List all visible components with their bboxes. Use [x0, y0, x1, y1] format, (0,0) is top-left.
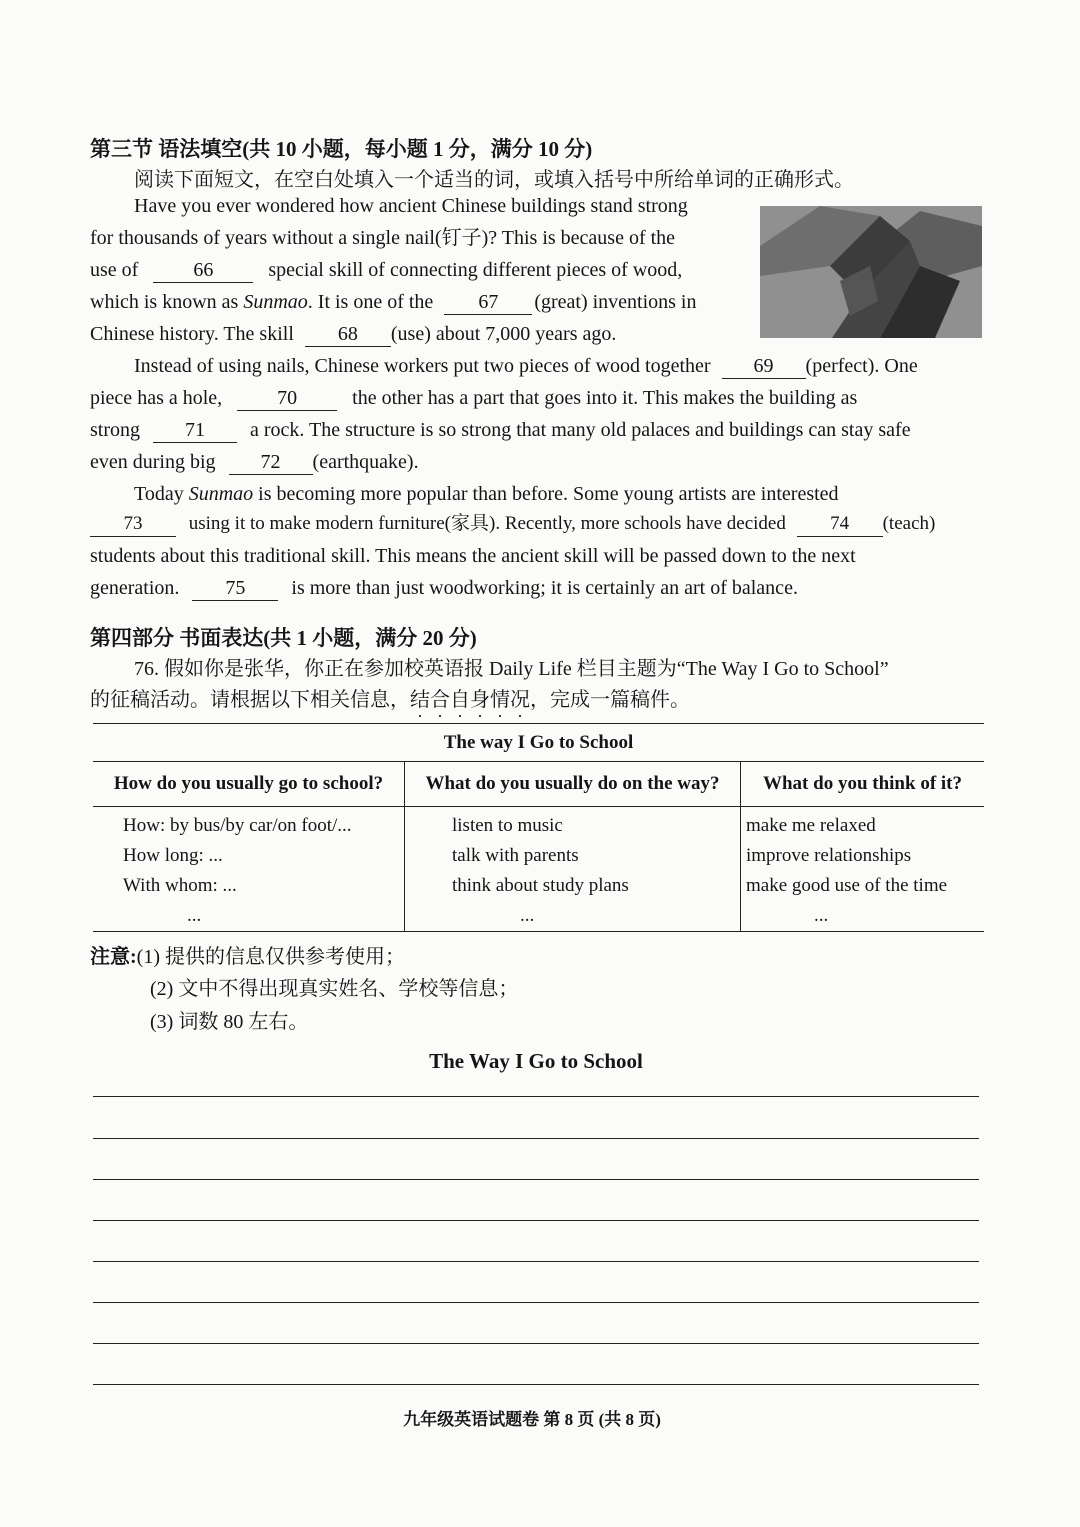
p3-line3: students about this traditional skill. This means the ancient skill will be passed down to the next	[90, 545, 856, 567]
task-line1: 76. 假如你是张华，你正在参加校英语报 Daily Life 栏目主题为“The Way I Go to School”	[134, 658, 889, 680]
text: Chinese history. The skill	[90, 323, 294, 345]
note-line1	[90, 940, 405, 969]
info-table	[93, 723, 984, 932]
table-col1	[93, 807, 405, 932]
p3-line2	[90, 508, 935, 540]
text: (great) inventions in	[534, 291, 697, 313]
p2-line1	[134, 350, 918, 382]
emphasis-char: 自	[450, 689, 470, 711]
table-cell: think about study plans	[452, 875, 629, 896]
blank-75[interactable]: 75	[192, 576, 278, 601]
note-label: 注意:	[90, 946, 137, 968]
blank-67[interactable]: 67	[444, 290, 532, 315]
p1-line5	[90, 318, 616, 350]
table-cell: make me relaxed	[746, 815, 876, 836]
page-footer: 九年级英语试题卷 第 8 页 (共 8 页)	[403, 1410, 661, 1429]
table-cell: ...	[520, 905, 535, 926]
writing-line[interactable]	[93, 1261, 979, 1262]
table-cell: talk with parents	[452, 845, 579, 866]
blank-66[interactable]: 66	[153, 258, 253, 283]
blank-71[interactable]: 71	[153, 418, 237, 443]
text: piece has a hole,	[90, 387, 223, 409]
text: ，完成一篇稿件。	[530, 689, 690, 711]
blank-68[interactable]: 68	[305, 322, 391, 347]
p3-line1	[134, 478, 839, 510]
term-sunmao: Sunmao	[243, 291, 308, 313]
text: is becoming more popular than before. Some young artists are interested	[258, 483, 839, 505]
mortise-tenon-joint-icon	[760, 206, 982, 338]
section4-heading: 第四部分 书面表达(共 1 小题，满分 20 分)	[90, 626, 477, 650]
text: the other has a part that goes into it. This makes the building as	[352, 387, 858, 409]
p1-line3	[90, 254, 740, 286]
text: Instead of using nails, Chinese workers put two pieces of wood together	[134, 355, 711, 377]
p2-line4	[90, 446, 419, 478]
blank-69[interactable]: 69	[722, 354, 806, 379]
table-cell: improve relationships	[746, 845, 912, 866]
p3-line4	[90, 572, 798, 604]
text: (earthquake).	[312, 451, 419, 473]
text: using it to make modern furniture(家具). Recently, more schools have decided	[188, 513, 786, 534]
table-header-think: What do you think of it?	[741, 762, 985, 807]
text: . It is one of the	[307, 291, 434, 313]
text: (teach)	[882, 513, 936, 534]
text: special skill of connecting different pieces of wood,	[268, 259, 683, 281]
note-item: (2) 文中不得出现真实姓名、学校等信息；	[150, 978, 519, 1000]
note-item: (3) 词数 80 左右。	[150, 1011, 309, 1033]
table-col2	[405, 807, 741, 932]
blank-72[interactable]: 72	[229, 450, 313, 475]
text: generation.	[90, 577, 180, 599]
blank-73[interactable]: 73	[90, 512, 176, 537]
table-cell: make good use of the time	[746, 875, 948, 896]
text: is more than just woodworking; it is certainly an art of balance.	[291, 577, 798, 599]
note-item: (1) 提供的信息仅供参考使用；	[136, 946, 405, 968]
emphasis-char: 身	[470, 689, 490, 711]
table-header-how: How do you usually go to school?	[93, 762, 405, 807]
emphasis-char: 结	[410, 689, 430, 711]
table-cell: ...	[187, 905, 202, 926]
p2-line2	[90, 382, 857, 414]
p2-line3	[90, 414, 911, 446]
p1-line2: for thousands of years without a single nail(钉子)? This is because of the	[90, 227, 676, 249]
writing-line[interactable]	[93, 1343, 979, 1344]
text: (perfect). One	[805, 355, 918, 377]
p1-line4	[90, 286, 697, 318]
blank-70[interactable]: 70	[237, 386, 337, 411]
table-cell: How: by bus/by car/on foot/...	[123, 815, 352, 836]
emphasis-char: 合	[430, 689, 450, 711]
table-cell: With whom: ...	[123, 875, 237, 896]
writing-title: The Way I Go to School	[429, 1049, 643, 1073]
writing-line[interactable]	[93, 1302, 979, 1303]
writing-line[interactable]	[93, 1220, 979, 1221]
writing-line[interactable]	[93, 1138, 979, 1139]
text: even during big	[90, 451, 216, 473]
emphasis-char: 况	[510, 689, 530, 711]
blank-74[interactable]: 74	[797, 512, 883, 537]
writing-line[interactable]	[93, 1384, 979, 1385]
p1-line1: Have you ever wondered how ancient Chinese buildings stand strong	[134, 195, 688, 217]
emphasis-char: 情	[490, 689, 510, 711]
section3-instruction: 阅读下面短文，在空白处填入一个适当的词，或填入括号中所给单词的正确形式。	[134, 169, 854, 191]
table-title: The way I Go to School	[93, 724, 984, 762]
text: 的征稿活动。请根据以下相关信息，	[90, 689, 410, 711]
writing-line[interactable]	[93, 1179, 979, 1180]
table-cell: How long: ...	[123, 845, 223, 866]
table-cell: listen to music	[452, 815, 563, 836]
table-cell: ...	[814, 905, 829, 926]
text: a rock. The structure is so strong that many old palaces and buildings can stay safe	[250, 419, 911, 441]
text: (use) about 7,000 years ago.	[390, 323, 617, 345]
text: strong	[90, 419, 140, 441]
table-header-what: What do you usually do on the way?	[405, 762, 741, 807]
writing-line[interactable]	[93, 1096, 979, 1097]
term-sunmao: Sunmao	[188, 483, 254, 505]
text: which is known as	[90, 291, 239, 313]
text: Today	[134, 483, 184, 505]
table-col3	[741, 807, 985, 932]
mortise-tenon-joint-image	[760, 206, 982, 338]
text: use of	[90, 259, 139, 281]
section3-heading: 第三节 语法填空(共 10 小题，每小题 1 分，满分 10 分)	[90, 137, 593, 161]
task-line2	[90, 683, 690, 712]
